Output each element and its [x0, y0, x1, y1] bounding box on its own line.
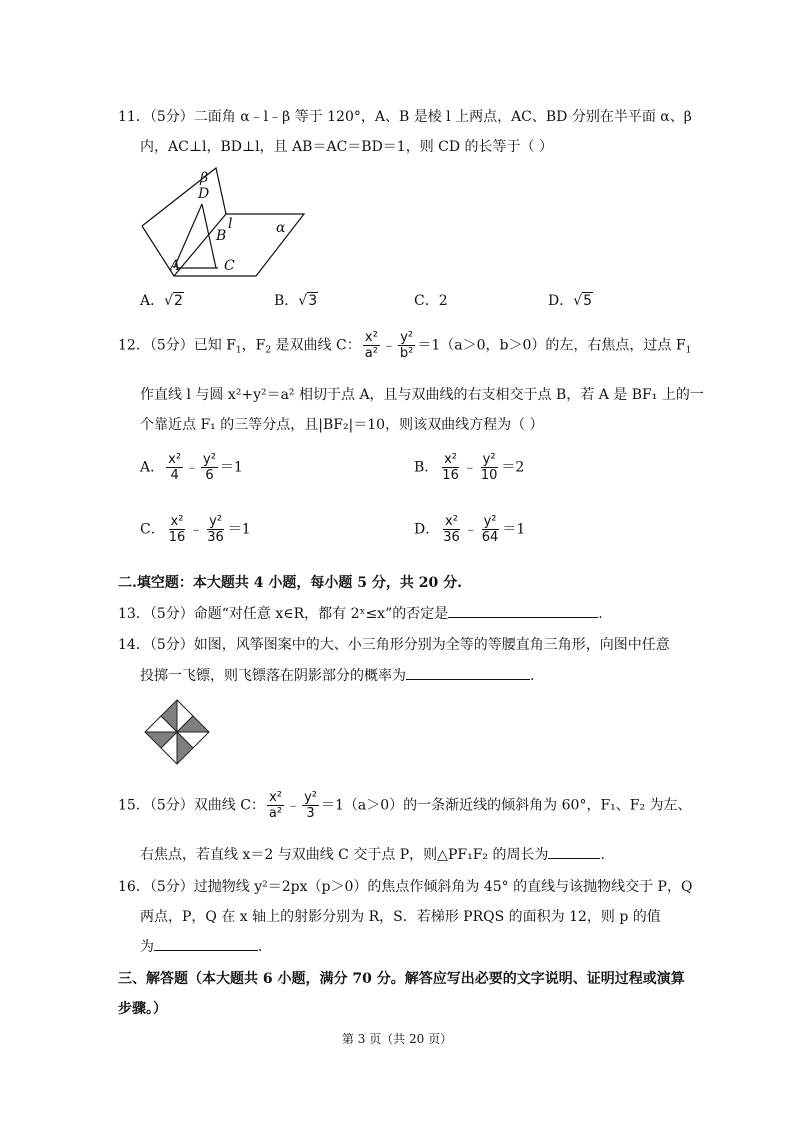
label-C: C — [224, 258, 235, 274]
segment-DB-C — [202, 204, 216, 268]
q11-score: （5分） — [149, 109, 194, 125]
q11-option-c: C．2 — [414, 293, 448, 309]
q16-line1: 16．（5分）过抛物线 y²＝2px（p＞0）的焦点作倾斜角为 45° 的直线与该抛物线交于 P，Q — [118, 879, 693, 895]
edge-l — [174, 214, 226, 276]
label-A: A — [170, 258, 181, 274]
q15-line1: 15．（5分）双曲线 C： $\frac{\text{x²}}{\text{a²}}$ ﹣ $\frac{\text{y²}}{3}$ ＝1（a＞0）的一条渐近线的倾斜角为 60°，F₁、F₂ 为左、 — [118, 790, 692, 821]
beta-plane-edge — [142, 168, 226, 226]
section3-title-line1: 三、解答题（本大题共 6 小题，满分 70 分。解答应写出必要的文字说明、证明过程或演算 — [118, 971, 685, 987]
q16-answer-blank[interactable] — [154, 938, 258, 951]
q12-option-b: B． $\frac{\text{x²}}{16}$ ﹣ $\frac{\text{y²}}{10}$ ＝2 — [414, 452, 525, 483]
q11-number: 11． — [118, 109, 150, 125]
section2-title: 二.填空题：本大题共 4 小题，每小题 5 分，共 20 分. — [118, 575, 462, 591]
q11-option-a: A．√2 — [140, 293, 183, 309]
q11-option-b: B．√3 — [274, 293, 318, 309]
q12-option-a: A． $\frac{\text{x²}}{4}$ ﹣ $\frac{\text{y²}}{6}$ ＝1 — [140, 452, 243, 483]
q11-dihedral-figure — [136, 162, 316, 282]
q14-line2: 投掷一飞镖，则飞镖落在阴影部分的概率为 . — [140, 668, 535, 684]
q11-line1 — [118, 106, 692, 126]
label-alpha: α — [276, 220, 286, 236]
q11-text-1: 二面角 α﹣l﹣β 等于 120°，A、B 是棱 l 上两点，AC、BD 分别在半平面 α、β — [193, 109, 692, 125]
q16-line3: 为 . — [140, 939, 263, 955]
page-footer: 第 3 页（共 20 页） — [341, 1032, 453, 1046]
q12-option-c: C． $\frac{\text{x²}}{16}$ ﹣ $\frac{\text{y²}}{36}$ ＝1 — [140, 514, 251, 545]
q12-line3: 个靠近点 F₁ 的三等分点，且|BF₂|＝10，则该双曲线方程为（ ） — [140, 417, 544, 433]
q11-line2: 内，AC⊥l，BD⊥l，且 AB＝AC＝BD＝1，则 CD 的长等于（ ） — [140, 139, 553, 155]
q12-frac-x: $\frac{\text{x²}}{\text{a²}}$ — [364, 330, 378, 361]
q13-line: 13．（5分）命题“对任意 x∈R，都有 2ˣ≤x”的否定是 . — [118, 606, 603, 622]
q14-line1: 14．（5分）如图，风筝图案中的大、小三角形分别为全等的等腰直角三角形，向图中任意 — [118, 637, 670, 653]
q15-line2: 右焦点，若直线 x＝2 与双曲线 C 交于点 P，则△PF₁F₂ 的周长为 . — [140, 847, 605, 863]
section3-title-line2: 步骤。） — [118, 1001, 167, 1017]
label-B: B — [216, 228, 227, 244]
q14-answer-blank[interactable] — [406, 667, 530, 680]
q12-option-d: D． $\frac{\text{x²}}{36}$ ﹣ $\frac{\text{y²}}{64}$ ＝1 — [414, 514, 526, 545]
q12-line1: 12．（5分）已知 $F_1$，$F_2$ 是双曲线 C： $\frac{\text{x²}}{\text{a²}}$ ﹣ $\frac{\text{y²}}{\text{b²}}$ ＝1（a＞0，b＞0）的左，右焦点，过点 $F_1$ — [118, 330, 692, 361]
label-l: l — [228, 216, 233, 232]
q11-option-d: D．√5 — [548, 293, 593, 309]
label-D: D — [198, 186, 210, 202]
q12-line2: 作直线 l 与圆 x²+y²＝a² 相切于点 A，且与双曲线的右支相交于点 B，若 A 是 BF₁ 上的一 — [140, 387, 704, 403]
q14-pinwheel-figure — [142, 696, 212, 768]
q16-line2: 两点，P，Q 在 x 轴上的射影分别为 R，S．若梯形 PRQS 的面积为 12，则 p 的值 — [140, 909, 661, 925]
q13-answer-blank[interactable] — [448, 605, 598, 618]
label-beta: β — [200, 170, 209, 186]
q15-answer-blank[interactable] — [548, 846, 600, 859]
q12-frac-y: $\frac{\text{y²}}{\text{b²}}$ — [399, 330, 414, 361]
